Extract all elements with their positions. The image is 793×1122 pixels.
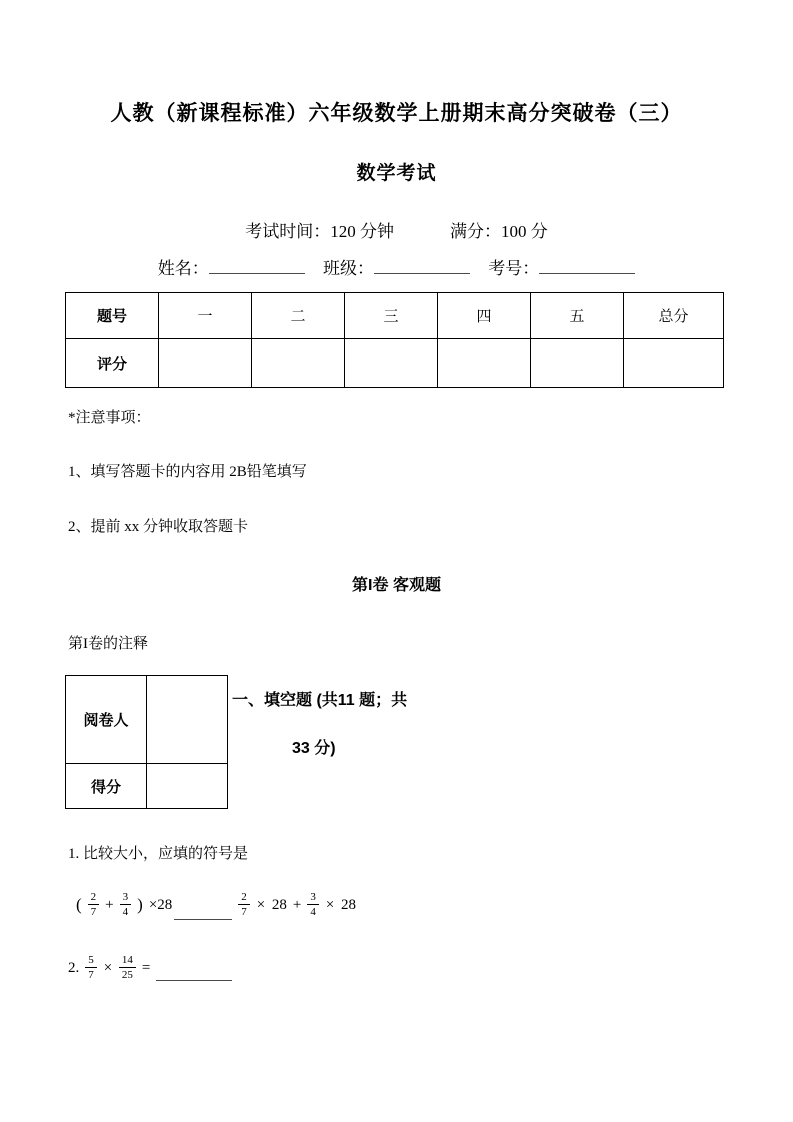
answer-blank-line xyxy=(156,964,232,981)
open-paren: ( xyxy=(76,895,82,914)
exam-total-score: 满分：100 分 xyxy=(450,222,548,241)
answer-blank-line xyxy=(174,903,232,920)
score-table xyxy=(65,292,724,388)
times-sign: × xyxy=(102,959,113,976)
score-table-header-row xyxy=(66,293,724,339)
score-table-row2-label: 评分 xyxy=(66,339,159,388)
reviewer-empty-cell xyxy=(147,676,228,764)
grader-box-score-row xyxy=(66,764,228,809)
close-paren: ) xyxy=(137,895,143,914)
class-blank-line xyxy=(374,255,470,274)
score-table-col-4: 四 xyxy=(438,293,531,339)
section-one-heading-line2: 33 分) xyxy=(292,740,336,757)
fraction-2-7: $\frac{2}{7}$ xyxy=(88,891,100,919)
number-28: 28 xyxy=(271,896,287,913)
exam-no-blank-line xyxy=(539,255,635,274)
volume-note: 第I卷的注释 xyxy=(68,636,148,652)
reviewer-label: 阅卷人 xyxy=(66,676,147,764)
score-cell xyxy=(438,339,531,388)
plus-sign: + xyxy=(105,896,114,913)
score-empty-cell xyxy=(147,764,228,809)
score-table-col-5: 五 xyxy=(531,293,624,339)
question-1-formula xyxy=(76,884,356,926)
name-blank-line xyxy=(209,255,305,274)
times-sign: × xyxy=(255,896,266,913)
number-28: 28 xyxy=(341,896,356,913)
fraction-3-4: $\frac{3}{4}$ xyxy=(307,891,319,919)
times-sign: × xyxy=(324,896,335,913)
question-2-number: 2. xyxy=(68,959,80,976)
exam-no-label: 考号： xyxy=(488,259,540,278)
score-cell xyxy=(345,339,438,388)
question-2-formula xyxy=(68,948,232,988)
fraction-5-7: $\frac{5}{7}$ xyxy=(85,954,97,982)
class-label: 班级： xyxy=(323,259,374,278)
score-table-col-3: 三 xyxy=(345,293,438,339)
score-table-score-row xyxy=(66,339,724,388)
score-table-col-2: 二 xyxy=(252,293,345,339)
score-table-row1-label: 题号 xyxy=(66,293,159,339)
exam-info-line xyxy=(0,217,793,242)
student-info-line xyxy=(0,254,793,279)
fraction-3-4: $\frac{3}{4}$ xyxy=(120,891,132,919)
fraction-2-7: $\frac{2}{7}$ xyxy=(238,891,250,919)
note-item-1: 1、填写答题卡的内容用 2B铅笔填写 xyxy=(68,464,307,480)
exam-subtitle: 数学考试 xyxy=(356,163,437,184)
score-cell xyxy=(531,339,624,388)
score-cell xyxy=(159,339,252,388)
times-28: ×28 xyxy=(148,896,173,913)
volume-title: 第I卷 客观题 xyxy=(352,577,441,594)
score-table-col-1: 一 xyxy=(159,293,252,339)
name-field-group xyxy=(158,259,305,278)
score-label: 得分 xyxy=(66,764,147,809)
score-cell xyxy=(624,339,724,388)
note-item-2: 2、提前 xx 分钟收取答题卡 xyxy=(68,519,249,535)
score-cell xyxy=(252,339,345,388)
section-one-heading-line1: 一、填空题 (共11 题；共 xyxy=(232,692,408,709)
name-label: 姓名： xyxy=(157,259,209,278)
grader-box xyxy=(65,675,228,809)
notes-heading: *注意事项： xyxy=(68,410,151,426)
score-table-col-total: 总分 xyxy=(624,293,724,339)
exam-no-field-group xyxy=(488,259,635,278)
fraction-14-25: $\frac{14}{25}$ xyxy=(119,954,136,982)
question-1-text: 1. 比较大小，应填的符号是 xyxy=(68,846,249,862)
class-field-group xyxy=(323,259,470,278)
equals-sign: = xyxy=(141,959,151,976)
page-title: 人教（新课程标准）六年级数学上册期末高分突破卷（三） xyxy=(110,102,683,125)
grader-box-reviewer-row xyxy=(66,676,228,764)
exam-duration: 考试时间：120 分钟 xyxy=(245,222,394,241)
plus-sign: + xyxy=(292,896,302,913)
